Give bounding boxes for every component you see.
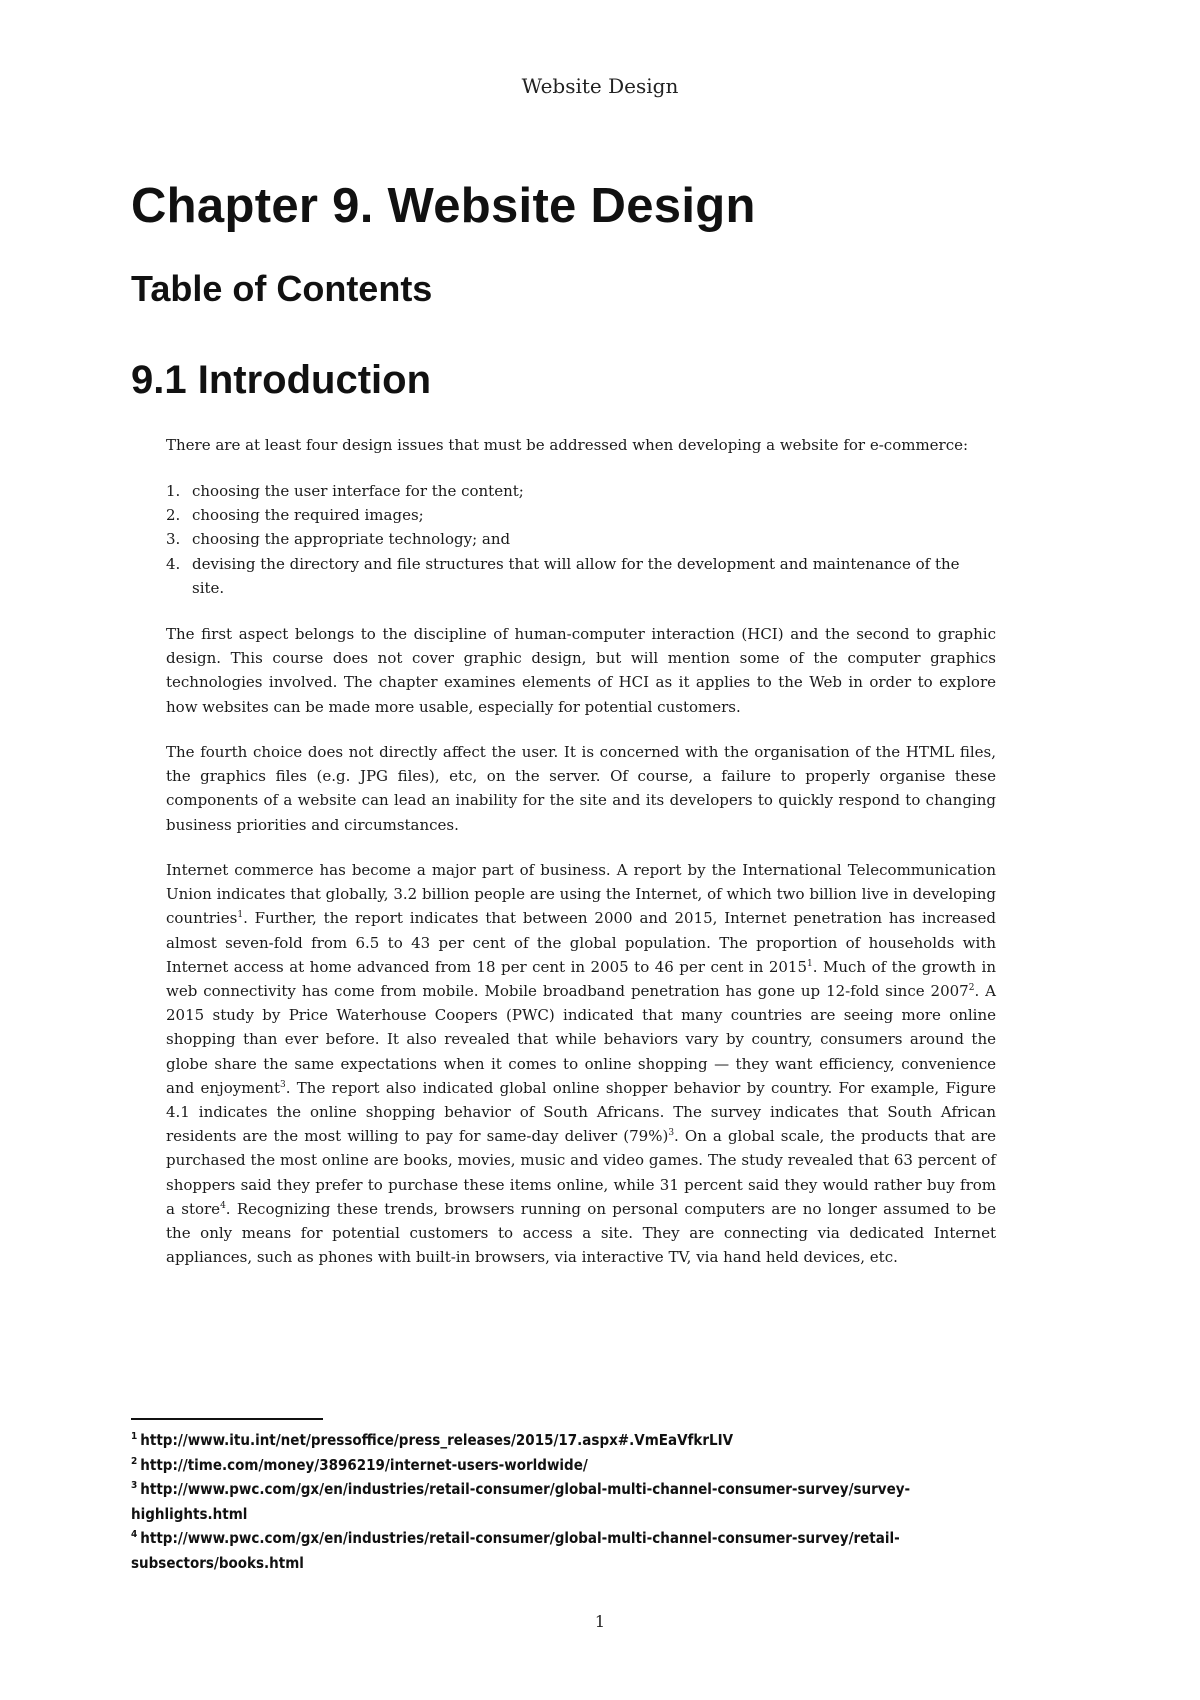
paragraph-text: . The report also indicated global online shopper behavior by country. For example, Figure 4.1 indicates the online shopping behavior of South Africans. The survey indicates that South African residents are the most willing to pay for same-day deliver (79%) xyxy=(166,1078,996,1146)
list-item-text: devising the directory and file structures that will allow for the development and maintenance of the site. xyxy=(192,554,960,597)
footnote-mark: 3 xyxy=(131,1480,138,1491)
list-item-number: 3. xyxy=(166,530,181,549)
chapter-title: Chapter 9. Website Design xyxy=(131,179,756,233)
intro-text: There are at least four design issues that must be addressed when developing a website for e-commerce: xyxy=(166,436,969,454)
list-item xyxy=(166,552,976,600)
footnote-link[interactable]: http://www.pwc.com/gx/en/industries/retail-consumer/global-multi-channel-consumer-survey/retail-subsectors/books.html xyxy=(131,1529,900,1572)
list-item xyxy=(166,479,976,503)
footnote-mark: 1 xyxy=(131,1431,138,1442)
list-item-text: choosing the required images; xyxy=(192,506,424,525)
paragraph-text: Internet commerce has become a major part of business. A report by the International Telecommunication Union indicates that globally, 3.2 billion people are using the Internet, of which two billion live in developing countries xyxy=(166,861,996,928)
running-header: Website Design xyxy=(521,74,679,98)
footnote xyxy=(131,1428,1001,1453)
footnote-reference[interactable]: 3 xyxy=(668,1128,675,1139)
design-issues-list xyxy=(166,479,976,600)
footnote xyxy=(131,1526,1001,1575)
list-item-text: choosing the user interface for the content; xyxy=(192,482,524,500)
list-item-text: choosing the appropriate technology; and xyxy=(192,530,511,549)
paragraph-text: . Recognizing these trends, browsers running on personal computers are no longer assumed to be the only means for potential customers to access a site. They are connecting via dedicated Internet appliances, such as phones with built-in browsers, via interactive TV, via hand held devices, etc. xyxy=(166,1199,997,1267)
footnotes-section xyxy=(131,1428,1001,1575)
paragraph-hci: The first aspect belongs to the discipline of human-computer interaction (HCI) and the second to graphic design. This course does not cover graphic design, but will mention some of the computer graphics technologies involved. The chapter examines elements of HCI as it applies to the Web in order to explore how websites can be made more usable, especially for potential customers. xyxy=(166,625,996,716)
page-number: 1 xyxy=(594,1612,606,1631)
footnote-reference[interactable]: 1 xyxy=(807,958,813,969)
footnote-reference[interactable]: 4 xyxy=(220,1200,226,1211)
table-of-contents-heading: Table of Contents xyxy=(131,268,433,309)
footnote-link[interactable]: http://time.com/money/3896219/internet-users-worldwide/ xyxy=(140,1455,588,1474)
paragraph-text: . Further, the report indicates that between 2000 and 2015, Internet penetration has increased almost seven-fold from 6.5 to 43 per cent of the global population. The proportion of households with Internet access at home advanced from 18 per cent in 2005 to 46 per cent in 2015 xyxy=(166,909,996,976)
footnote-divider xyxy=(131,1418,323,1420)
footnote-reference[interactable]: 2 xyxy=(968,983,975,994)
footnote-link[interactable]: http://www.itu.int/net/pressoffice/press_releases/2015/17.aspx#.VmEaVfkrLIV xyxy=(140,1431,734,1449)
footnote xyxy=(131,1453,1001,1478)
footnote-link[interactable]: http://www.pwc.com/gx/en/industries/retail-consumer/global-multi-channel-consumer-survey/survey-highlights.html xyxy=(131,1480,911,1523)
paragraph-internet-commerce xyxy=(166,858,996,1269)
footnote-mark: 4 xyxy=(131,1529,138,1540)
paragraph-text: . On a global scale, the products that are purchased the most online are books, movies, music and video games. The study revealed that 63 percent of shoppers said they prefer to purchase these items online, while 31 percent said they would rather buy from a store xyxy=(166,1127,996,1218)
paragraph-text: . Much of the growth in web connectivity has come from mobile. Mobile broadband penetration has gone up 12-fold since 2007 xyxy=(166,957,996,1001)
footnote-mark: 2 xyxy=(131,1455,138,1467)
list-item-number: 2. xyxy=(166,506,181,525)
list-item-number: 4. xyxy=(166,554,181,573)
footnote-reference[interactable]: 3 xyxy=(280,1079,286,1090)
list-item xyxy=(166,503,976,527)
footnote xyxy=(131,1477,1001,1526)
paragraph-text: . A 2015 study by Price Waterhouse Coopers (PWC) indicated that many countries are seeing more online shopping than ever before. It also revealed that while behaviors vary by country, consumers around the globe share the same expectations when it comes to online shopping — they want efficiency, convenience and enjoyment xyxy=(166,982,996,1097)
list-item-number: 1. xyxy=(166,482,181,500)
section-heading: 9.1 Introduction xyxy=(131,358,431,402)
paragraph-file-organisation: The fourth choice does not directly affect the user. It is concerned with the organisation of the HTML files, the graphics files (e.g. JPG files), etc, on the server. Of course, a failure to properly organise these components of a website can lead an inability for the site and its developers to quickly respond to changing business priorities and circumstances. xyxy=(166,743,996,834)
footnote-reference[interactable]: 1 xyxy=(237,910,244,921)
list-item xyxy=(166,527,976,551)
